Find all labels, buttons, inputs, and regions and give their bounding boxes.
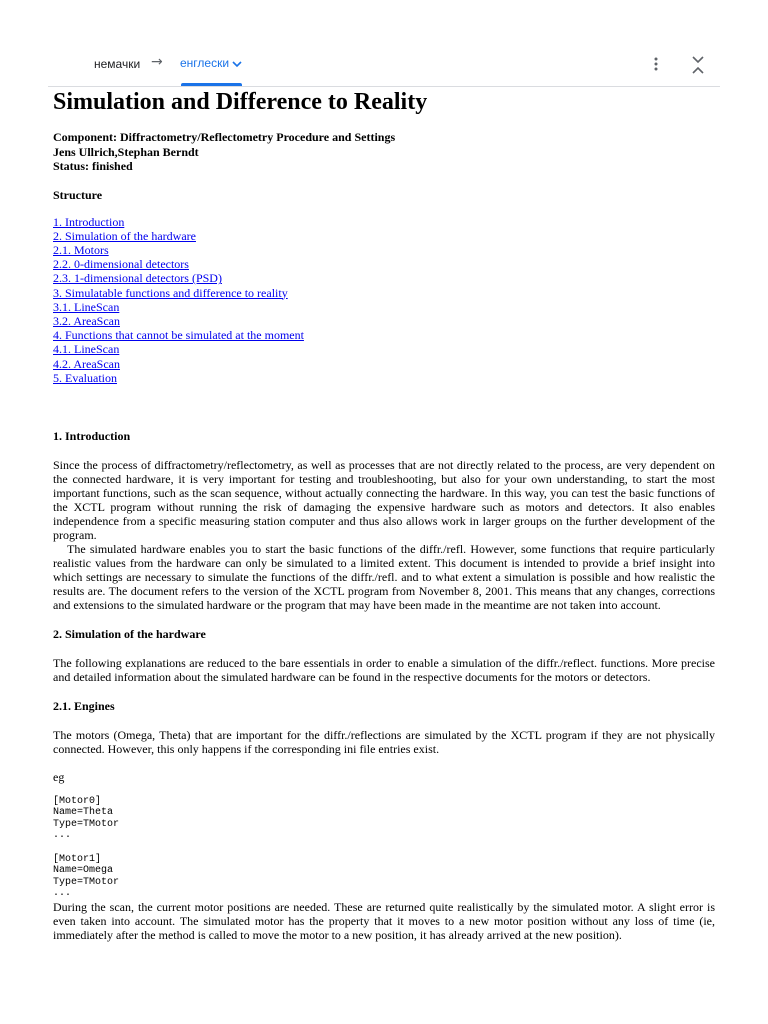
document-meta <box>53 130 715 174</box>
section-heading-hardware: 2. Simulation of the hardware <box>53 626 206 641</box>
code-block-motor1: [Motor1] Name=Omega Type=TMotor ... <box>53 853 120 900</box>
page-title: Simulation and Difference to Reality <box>53 89 428 115</box>
more-options-icon[interactable] <box>648 54 664 74</box>
structure-heading: Structure <box>53 187 103 202</box>
table-of-contents <box>53 215 715 385</box>
toc-link[interactable]: 4. Functions that cannot be simulated at the moment <box>53 328 304 343</box>
engines-paragraph-2: During the scan, the current motor positions are needed. These are returned quite realistically by the simulated motor. A slight error is even taken into account. The simulated motor has the property that it moves to a new motor position without any loss of time (ie, immediately after the method is called to move the motor to a new position, it has already arrived at the new position). <box>53 899 715 942</box>
status-line: Status: finished <box>53 159 133 173</box>
toc-link[interactable]: 1. Introduction <box>53 214 125 229</box>
target-language-button[interactable] <box>180 56 242 71</box>
example-label: eg <box>53 769 65 784</box>
section-heading-engines: 2.1. Engines <box>53 698 115 713</box>
toc-link[interactable]: 3. Simulatable functions and difference to reality <box>53 285 288 300</box>
translate-bar <box>0 0 768 86</box>
chevron-down-icon <box>232 57 242 71</box>
toc-link[interactable]: 5. Evaluation <box>53 370 117 385</box>
intro-paragraph-1: Since the process of diffractometry/reflectometry, as well as processes that are not directly related to the process, are very dependent on the connected hardware, it is very important for testing and troubleshooting, but also for your own understanding, to start the most important functions, such as the scan sequence, without actually connecting the hardware. In this way, you can test the basic functions of the XCTL program without running the risk of damaging the expensive hardware such as motors and detectors. It also enables independence from a specific measuring station computer and thus also allows work in larger groups on the further development of the program. <box>53 457 715 542</box>
target-language-label: енглески <box>180 56 230 70</box>
toc-link[interactable]: 3.2. AreaScan <box>53 313 120 328</box>
toc-link[interactable]: 3.1. LineScan <box>53 299 120 314</box>
component-line: Component: Diffractometry/Reflectometry Procedure and Settings <box>53 130 396 144</box>
source-language-button[interactable]: немачки <box>94 57 141 71</box>
engines-paragraph-1: The motors (Omega, Theta) that are important for the diffr./reflections are simulated by the XCTL program if they are not physically connected. However, this only happens if the corresponding ini file entries exist. <box>53 727 715 756</box>
toc-link[interactable]: 2.1. Motors <box>53 242 109 257</box>
code-block-motor0: [Motor0] Name=Theta Type=TMotor ... <box>53 795 120 842</box>
toc-link[interactable]: 4.2. AreaScan <box>53 356 120 371</box>
collapse-icon[interactable] <box>688 54 708 76</box>
toc-link[interactable]: 4.1. LineScan <box>53 342 120 357</box>
toc-link[interactable]: 2.3. 1-dimensional detectors (PSD) <box>53 271 222 286</box>
toc-link[interactable]: 2.2. 0-dimensional detectors <box>53 257 189 272</box>
toc-link[interactable]: 2. Simulation of the hardware <box>53 228 196 243</box>
authors-line: Jens Ullrich,Stephan Berndt <box>53 144 199 159</box>
hardware-paragraph: The following explanations are reduced to the bare essentials in order to enable a simulation of the diffr./reflect. functions. More precise and detailed information about the simulated hardware can be found in the respective documents for the motors or detectors. <box>53 655 715 684</box>
section-heading-introduction: 1. Introduction <box>53 428 131 443</box>
document-body <box>53 88 715 942</box>
intro-paragraph-2: The simulated hardware enables you to start the basic functions of the diffr./refl. However, some functions that require particularly realistic values from the hardware can only be simulated to a limited extent. This document is intended to provide a brief insight into which settings are necessary to simulate the functions of the diffr./refl. and to what extent a simulation is possible and how realistic the results are. The document refers to the version of the XCTL program from November 8, 2001. This means that any changes, corrections and extensions to the simulated hardware or the program that may have been made in the meantime are not taken into account. <box>53 541 715 612</box>
toolbar-divider <box>48 86 720 87</box>
arrow-right-icon: → <box>151 54 163 70</box>
